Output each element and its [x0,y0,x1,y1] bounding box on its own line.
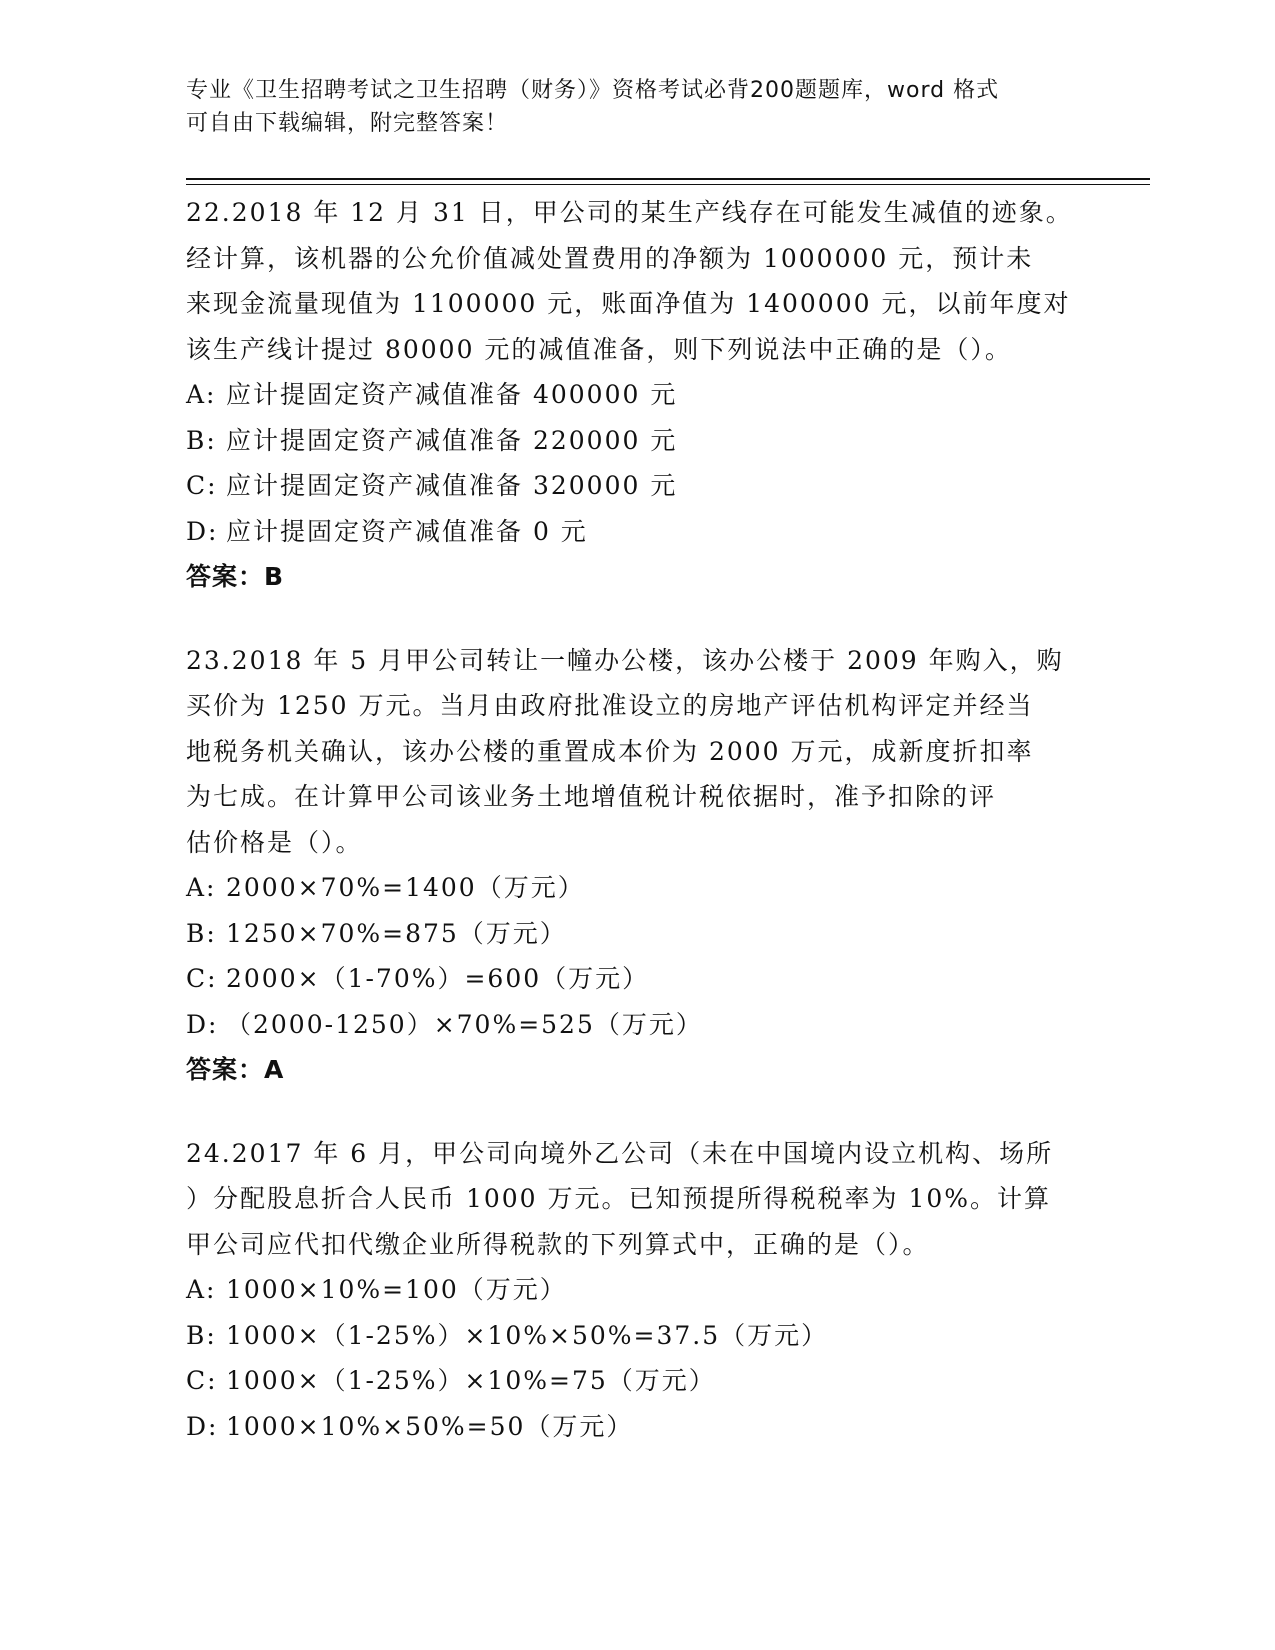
option-d [186,1404,1086,1450]
question-stem-line: 甲公司应代扣代缴企业所得税款的下列算式中，正确的是（）。 [186,1229,930,1259]
option-key: C: [186,471,218,500]
option-key: D: [186,1009,219,1039]
header-line-2: 可自由下载编辑，附完整答案！ [186,111,509,136]
question-stem-line: 为七成。在计算甲公司该业务土地增值税计税依据时，准予扣除的评 [186,782,997,811]
option-text: 2000×（1-70%）=600（万元） [226,964,650,993]
question-22 [186,190,1086,600]
option-key: D: [186,516,219,546]
question-list [186,190,1086,1487]
option-b [186,911,1086,957]
option-text: 应计提固定资产减值准备 320000 元 [226,471,678,500]
option-key: A: [186,873,217,902]
option-b [186,1313,1086,1359]
option-key: A: [186,1275,217,1304]
option-text: （2000-1250）×70%=525（万元） [226,1009,703,1039]
option-c [186,956,1086,1002]
option-key: B: [186,1320,217,1350]
question-24 [186,1131,1086,1450]
question-stem-line: ）分配股息折合人民币 1000 万元。已知预提所得税税率为 10%。计算 [186,1184,1052,1213]
option-d [186,1002,1086,1048]
question-stem-line: 24.2017 年 6 月，甲公司向境外乙公司（未在中国境内设立机构、场所 [186,1138,1054,1168]
option-b [186,418,1086,464]
header-divider-thick [186,178,1150,180]
document-header [186,74,1066,140]
option-text: 1000×（1-25%）×10%×50%=37.5（万元） [226,1320,829,1350]
option-text: 应计提固定资产减值准备 220000 元 [226,425,678,455]
answer-label: 答案：A [186,1055,285,1084]
option-text: 1000×10%×50%=50（万元） [226,1411,634,1441]
option-d [186,509,1086,555]
question-stem-line: 该生产线计提过 80000 元的减值准备，则下列说法中正确的是（）。 [186,334,1012,364]
question-stem-line: 经计算，该机器的公允价值减处置费用的净额为 1000000 元，预计未 [186,243,1034,273]
option-text: 应计提固定资产减值准备 400000 元 [226,380,678,409]
option-text: 1250×70%=875（万元） [226,918,567,948]
option-text: 1000×（1-25%）×10%=75（万元） [226,1366,716,1395]
option-text: 2000×70%=1400（万元） [226,873,585,902]
option-text: 应计提固定资产减值准备 0 元 [226,516,588,546]
option-key: D: [186,1411,219,1441]
question-stem-line: 22.2018 年 12 月 31 日，甲公司的某生产线存在可能发生减值的迹象。 [186,198,1073,227]
option-key: C: [186,964,218,993]
option-a [186,865,1086,911]
option-key: B: [186,918,217,948]
question-23 [186,638,1086,1093]
option-c [186,463,1086,509]
option-a [186,372,1086,418]
option-a [186,1267,1086,1313]
question-stem-line: 来现金流量现值为 1100000 元，账面净值为 1400000 元，以前年度对 [186,289,1071,318]
option-c [186,1358,1086,1404]
option-key: A: [186,380,217,409]
option-key: B: [186,425,217,455]
option-text: 1000×10%=100（万元） [226,1275,567,1304]
question-stem-line: 买价为 1250 万元。当月由政府批准设立的房地产评估机构评定并经当 [186,691,1034,720]
answer-label: 答案：B [186,562,285,591]
header-divider-thin [186,184,1150,185]
question-stem-line: 地税务机关确认，该办公楼的重置成本价为 2000 万元，成新度折扣率 [186,736,1034,766]
header-line-1: 专业《卫生招聘考试之卫生招聘（财务）》资格考试必背200题题库，word 格式 [186,78,1000,103]
question-stem-line: 23.2018 年 5 月甲公司转让一幢办公楼，该办公楼于 2009 年购入，购 [186,645,1064,675]
question-stem-line: 估价格是（）。 [186,827,363,857]
option-key: C: [186,1366,218,1395]
